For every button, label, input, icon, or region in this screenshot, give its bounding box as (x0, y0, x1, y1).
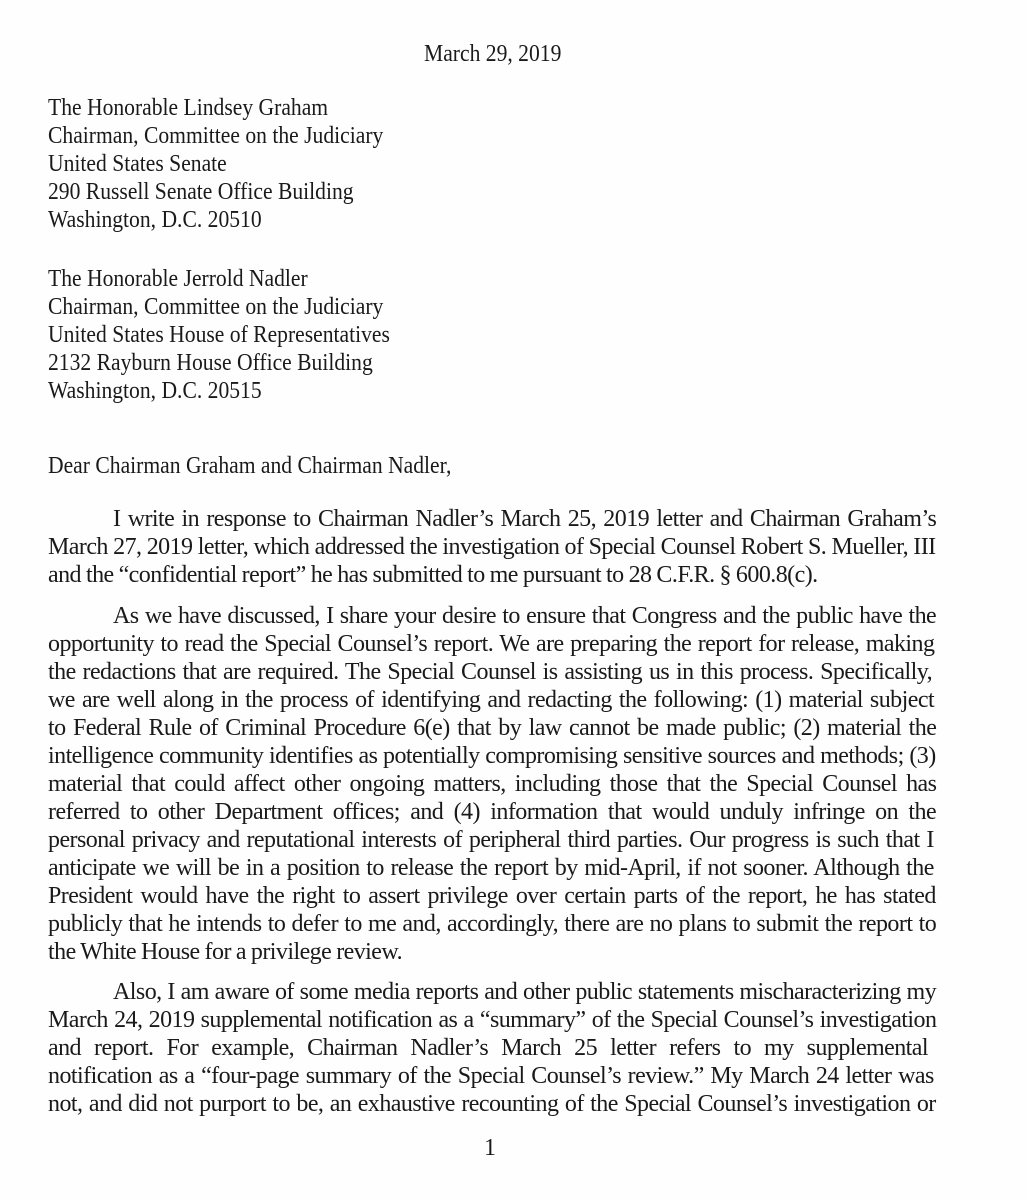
page-number: 1 (484, 1135, 496, 1161)
paragraph-line: publicly that he intends to defer to me and, accordingly, there are no plans to submit the report to (48, 911, 937, 937)
paragraph-line: March 27, 2019 letter, which addressed the investigation of Special Counsel Robert S. Mueller, III (48, 534, 936, 560)
address-line: United States House of Representatives (48, 322, 390, 348)
paragraph-line: I write in response to Chairman Nadler’s March 25, 2019 letter and Chairman Graham’s (113, 506, 937, 532)
address-line: The Honorable Lindsey Graham (48, 95, 329, 121)
salutation: Dear Chairman Graham and Chairman Nadler, (48, 453, 452, 479)
address-line: Chairman, Committee on the Judiciary (48, 294, 384, 320)
paragraph-line: intelligence community identifies as potentially compromising sensitive sources and methods; (3) (48, 743, 936, 769)
paragraph-line: the White House for a privilege review. (48, 939, 403, 965)
address-line: 290 Russell Senate Office Building (48, 179, 354, 205)
address-line: Washington, D.C. 20515 (48, 378, 262, 404)
paragraph-line: to Federal Rule of Criminal Procedure 6(e) that by law cannot be made public; (2) material the (48, 715, 937, 741)
paragraph-line: opportunity to read the Special Counsel’s report. We are preparing the report for release, making (48, 631, 935, 657)
address-line: The Honorable Jerrold Nadler (48, 266, 308, 292)
paragraph-line: As we have discussed, I share your desire to ensure that Congress and the public have the (113, 603, 937, 629)
paragraph-line: referred to other Department offices; and (4) information that would unduly infringe on the (48, 799, 937, 825)
paragraph-line: material that could affect other ongoing matters, including those that the Special Counsel has (48, 771, 937, 797)
paragraph-line: and the “confidential report” he has submitted to me pursuant to 28 C.F.R. § 600.8(c). (48, 562, 818, 588)
letter-date: March 29, 2019 (424, 41, 562, 67)
paragraph-line: March 24, 2019 supplemental notification as a “summary” of the Special Counsel’s investigation (48, 1007, 937, 1033)
address-line: Washington, D.C. 20510 (48, 207, 262, 233)
paragraph-line: and report. For example, Chairman Nadler’s March 25 letter refers to my supplemental (48, 1035, 929, 1061)
paragraph-line: notification as a “four-page summary of the Special Counsel’s review.” My March 24 letter was (48, 1063, 934, 1089)
paragraph-line: anticipate we will be in a position to release the report by mid-April, if not sooner. Although the (48, 855, 934, 881)
paragraph-line: President would have the right to assert privilege over certain parts of the report, he has stated (48, 883, 936, 909)
address-line: United States Senate (48, 151, 227, 177)
paragraph-line: we are well along in the process of identifying and redacting the following: (1) material subject (48, 687, 935, 713)
paragraph-line: not, and did not purport to be, an exhaustive recounting of the Special Counsel’s investigation or (48, 1091, 936, 1117)
address-line: 2132 Rayburn House Office Building (48, 350, 373, 376)
paragraph-line: Also, I am aware of some media reports and other public statements mischaracterizing my (113, 979, 937, 1005)
address-line: Chairman, Committee on the Judiciary (48, 123, 384, 149)
paragraph-line: the redactions that are required. The Special Counsel is assisting us in this process. Specifically, (48, 659, 933, 685)
paragraph-line: personal privacy and reputational interests of peripheral third parties. Our progress is such that I (48, 827, 934, 853)
